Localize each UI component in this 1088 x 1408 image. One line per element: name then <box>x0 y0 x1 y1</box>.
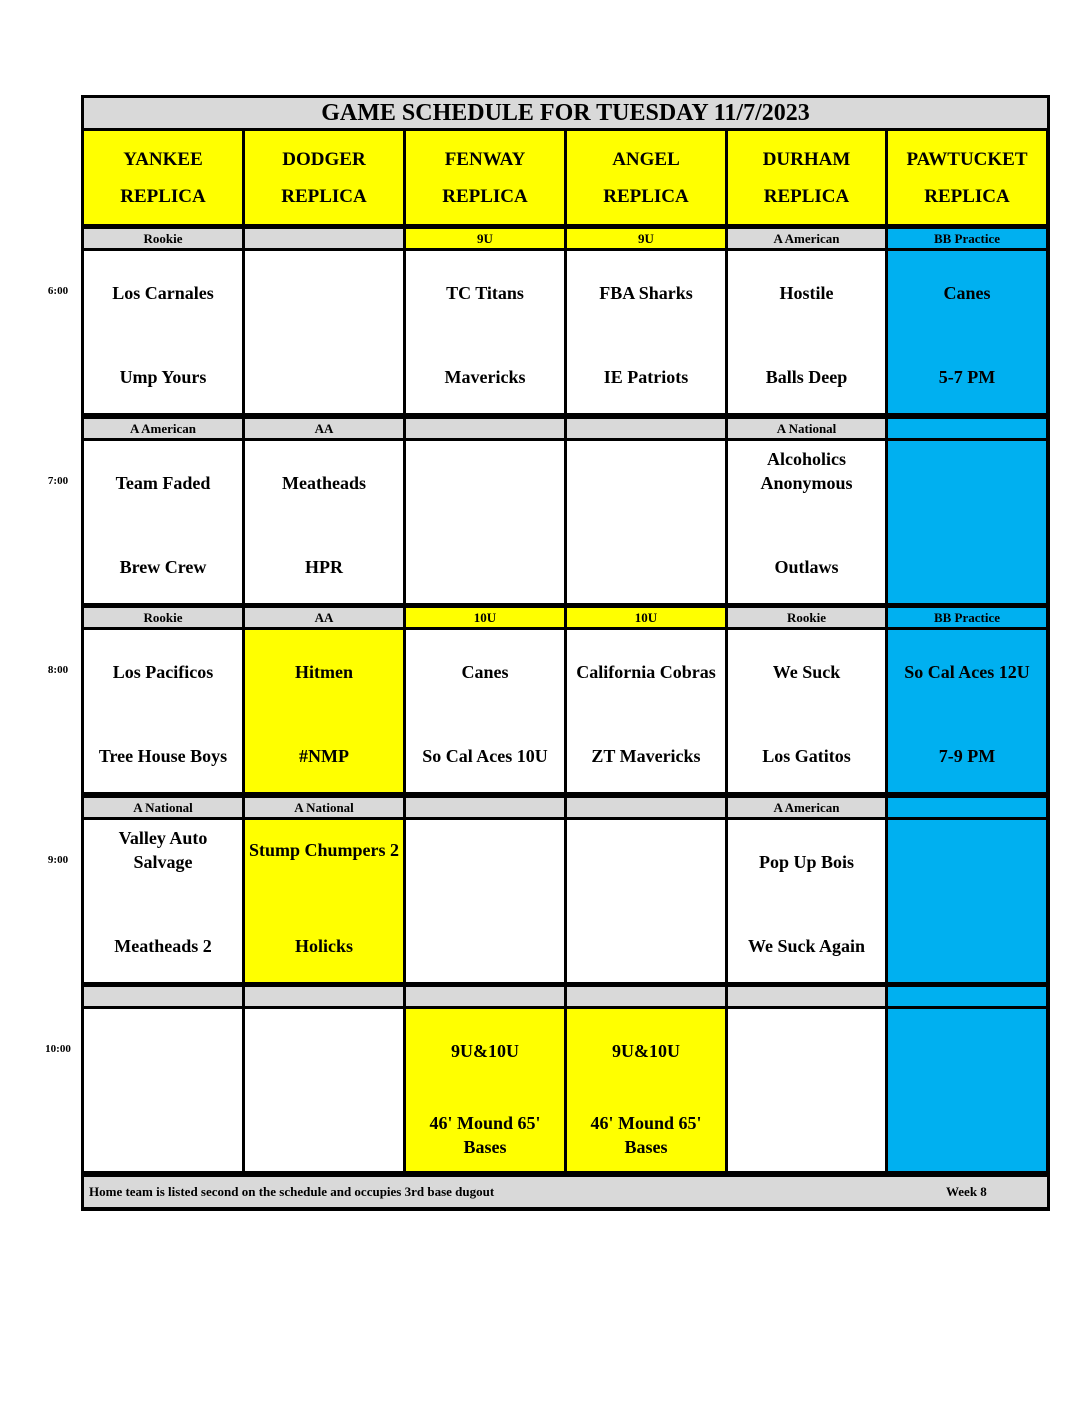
game-cell <box>84 1009 242 1171</box>
home-team <box>406 555 564 579</box>
division-label <box>245 987 403 1006</box>
division-label: A American <box>728 798 885 817</box>
away-team: TC Titans <box>446 283 524 303</box>
division-label: 10U <box>406 608 564 627</box>
division-label: A American <box>728 229 885 248</box>
home-team: Los Gatitos <box>762 746 851 766</box>
away-team: Alcoholics Anonymous <box>760 449 853 493</box>
division-label <box>728 987 885 1006</box>
division-label <box>567 798 725 817</box>
division-label <box>888 419 1046 438</box>
time-label: 7:00 <box>47 475 69 487</box>
game-cell <box>567 251 725 413</box>
game-cell <box>406 630 564 792</box>
field-subtitle: REPLICA <box>120 185 206 207</box>
game-cell <box>888 441 1046 603</box>
away-team: Canes <box>943 283 991 303</box>
away-team: Los Pacificos <box>112 662 214 682</box>
home-team: Mavericks <box>444 367 526 387</box>
field-name: DURHAM <box>762 148 851 170</box>
home-team: Brew Crew <box>119 557 207 577</box>
game-cell <box>245 630 403 792</box>
game-cell <box>406 251 564 413</box>
home-team: 46' Mound 65' Bases <box>590 1113 702 1157</box>
away-team <box>245 1039 403 1063</box>
field-header <box>728 131 885 224</box>
field-name: ANGEL <box>612 148 680 170</box>
time-label: 10:00 <box>45 1043 71 1055</box>
game-cell <box>888 630 1046 792</box>
division-label <box>84 987 242 1006</box>
away-team: Stump Chumpers 2 <box>248 840 400 860</box>
division-label: 10U <box>567 608 725 627</box>
schedule-title: GAME SCHEDULE FOR TUESDAY 11/7/2023 <box>84 98 1047 128</box>
footer-bar <box>84 1177 1047 1207</box>
field-subtitle: REPLICA <box>281 185 367 207</box>
away-team: 9U&10U <box>612 1041 680 1061</box>
away-team <box>406 471 564 495</box>
division-label: A National <box>728 419 885 438</box>
away-team: We Suck <box>772 662 841 682</box>
field-header <box>245 131 403 224</box>
game-cell <box>245 251 403 413</box>
away-team <box>888 850 1046 874</box>
game-cell <box>84 820 242 982</box>
home-team: HPR <box>305 557 343 577</box>
division-label: Rookie <box>84 608 242 627</box>
game-cell <box>888 820 1046 982</box>
game-cell <box>406 820 564 982</box>
home-team <box>245 365 403 389</box>
field-header <box>567 131 725 224</box>
home-team: Meatheads 2 <box>114 936 212 956</box>
schedule-table <box>81 95 1050 1211</box>
away-team: Valley Auto Salvage <box>118 828 208 872</box>
away-team <box>567 850 725 874</box>
game-cell <box>245 820 403 982</box>
away-team <box>406 850 564 874</box>
away-team <box>567 471 725 495</box>
field-name: PAWTUCKET <box>906 148 1028 170</box>
away-team: Los Carnales <box>112 283 214 303</box>
away-team <box>888 471 1046 495</box>
away-team: FBA Sharks <box>599 283 693 303</box>
game-cell <box>567 820 725 982</box>
home-team: #NMP <box>299 746 349 766</box>
game-cell <box>245 441 403 603</box>
away-team: Hostile <box>779 283 834 303</box>
division-label <box>406 987 564 1006</box>
home-team <box>888 1123 1046 1147</box>
home-team: 5-7 PM <box>938 367 996 387</box>
division-label: A National <box>84 798 242 817</box>
away-team <box>888 1039 1046 1063</box>
division-label: A American <box>84 419 242 438</box>
away-team: Team Faded <box>115 473 211 493</box>
division-label: AA <box>245 608 403 627</box>
home-team: ZT Mavericks <box>591 746 701 766</box>
home-team <box>888 555 1046 579</box>
field-name: YANKEE <box>123 148 203 170</box>
division-label: BB Practice <box>888 229 1046 248</box>
game-cell <box>406 441 564 603</box>
time-label: 8:00 <box>47 664 69 676</box>
division-label <box>406 419 564 438</box>
game-cell <box>728 1009 885 1171</box>
away-team: Meatheads <box>282 473 366 493</box>
home-team <box>567 934 725 958</box>
away-team: 9U&10U <box>451 1041 519 1061</box>
home-team <box>888 934 1046 958</box>
game-cell <box>406 1009 564 1171</box>
away-team: Hitmen <box>295 662 353 682</box>
home-team <box>84 1123 242 1147</box>
field-subtitle: REPLICA <box>603 185 689 207</box>
field-name: FENWAY <box>444 148 526 170</box>
home-team: Ump Yours <box>119 367 207 387</box>
field-header <box>84 131 242 224</box>
division-label <box>567 987 725 1006</box>
field-header <box>888 131 1046 224</box>
footer-note: Home team is listed second on the schedule and occupies 3rd base dugout <box>89 1184 495 1199</box>
game-cell <box>888 251 1046 413</box>
home-team: 7-9 PM <box>938 746 996 766</box>
game-cell <box>245 1009 403 1171</box>
away-team: California Cobras <box>576 662 716 682</box>
home-team: IE Patriots <box>603 367 689 387</box>
game-cell <box>84 441 242 603</box>
home-team: 46' Mound 65' Bases <box>429 1113 541 1157</box>
home-team <box>567 555 725 579</box>
field-subtitle: REPLICA <box>763 185 850 207</box>
division-label: AA <box>245 419 403 438</box>
division-label: BB Practice <box>888 608 1046 627</box>
game-cell <box>84 251 242 413</box>
away-team: Pop Up Bois <box>758 852 855 872</box>
field-subtitle: REPLICA <box>442 185 528 207</box>
game-cell <box>567 1009 725 1171</box>
home-team <box>728 1123 885 1147</box>
time-label: 6:00 <box>47 285 69 297</box>
home-team: Outlaws <box>774 557 839 577</box>
home-team: Tree House Boys <box>98 746 228 766</box>
away-team <box>728 1039 885 1063</box>
game-cell <box>567 441 725 603</box>
division-label: 9U <box>406 229 564 248</box>
division-label <box>567 419 725 438</box>
game-cell <box>728 630 885 792</box>
home-team <box>245 1123 403 1147</box>
game-cell <box>728 441 885 603</box>
division-label <box>406 798 564 817</box>
division-label <box>245 229 403 248</box>
game-cell <box>728 251 885 413</box>
division-label <box>888 987 1046 1006</box>
division-label: A National <box>245 798 403 817</box>
game-cell <box>888 1009 1046 1171</box>
away-team <box>245 281 403 305</box>
home-team: So Cal Aces 10U <box>422 746 548 766</box>
game-cell <box>84 630 242 792</box>
game-cell <box>567 630 725 792</box>
week-label: Week 8 <box>946 1184 987 1199</box>
field-subtitle: REPLICA <box>924 185 1010 207</box>
field-name: DODGER <box>282 148 366 170</box>
time-label: 9:00 <box>47 854 69 866</box>
field-header <box>406 131 564 224</box>
home-team: Holicks <box>294 936 353 956</box>
game-cell <box>728 820 885 982</box>
division-label: Rookie <box>728 608 885 627</box>
away-team <box>84 1039 242 1063</box>
division-label: 9U <box>567 229 725 248</box>
home-team: We Suck Again <box>747 936 866 956</box>
away-team: Canes <box>461 662 509 682</box>
division-label: Rookie <box>84 229 242 248</box>
home-team: Balls Deep <box>765 367 848 387</box>
division-label <box>888 798 1046 817</box>
home-team <box>406 934 564 958</box>
away-team: So Cal Aces 12U <box>904 662 1030 682</box>
